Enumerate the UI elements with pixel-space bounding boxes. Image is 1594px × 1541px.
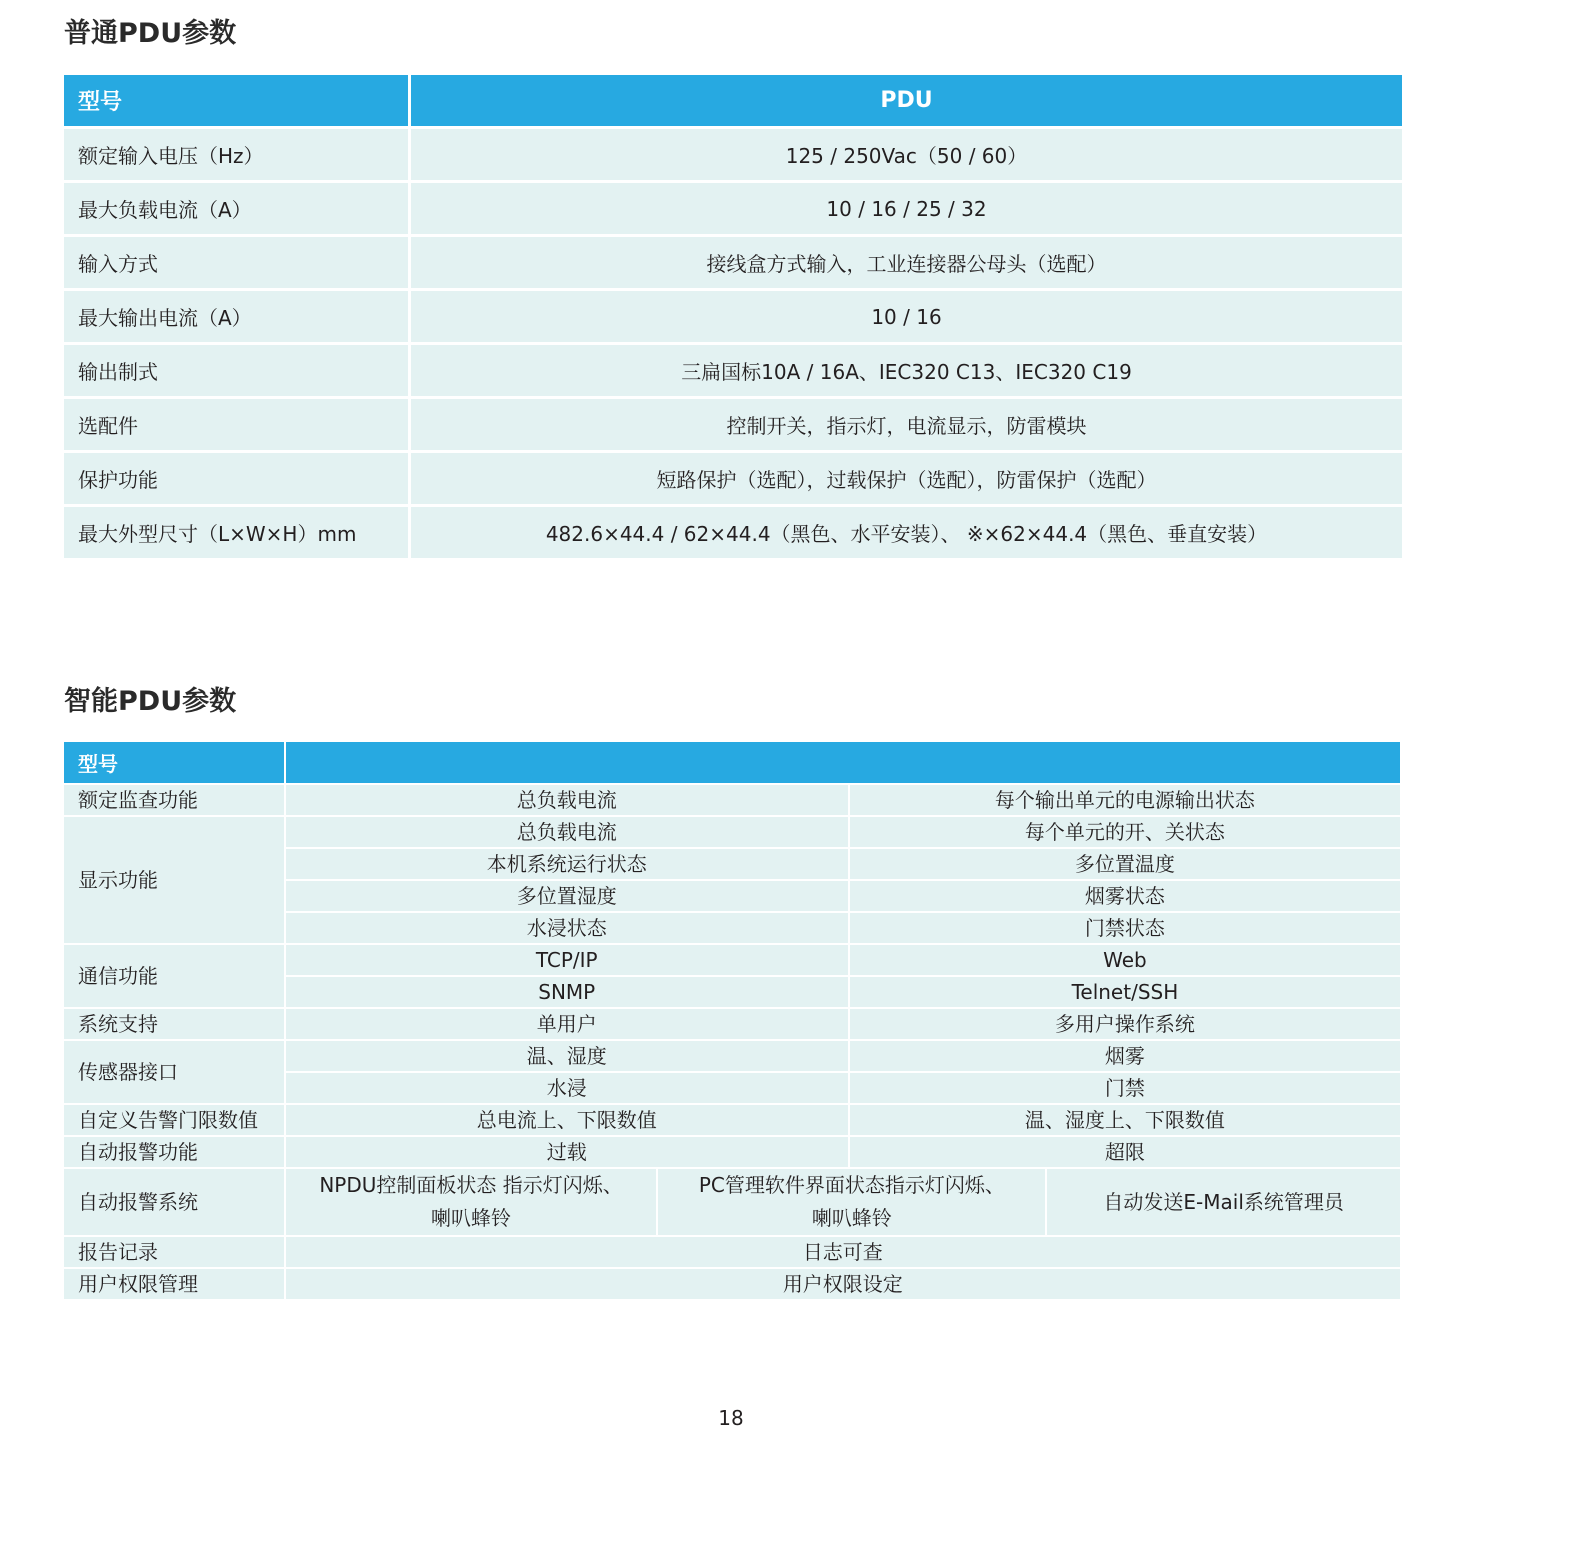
smart-pdu-spec-table	[62, 740, 1402, 1301]
row-label: 额定监查功能	[64, 785, 284, 815]
cell-value: 温、湿度	[286, 1041, 848, 1071]
cell-value: 门禁	[850, 1073, 1400, 1103]
table-row	[64, 817, 1400, 847]
row-label: 用户权限管理	[64, 1269, 284, 1299]
table-row	[64, 1105, 1400, 1135]
cell-value: 过载	[286, 1137, 848, 1167]
row-value: 10 / 16	[411, 291, 1402, 342]
row-label: 最大输出电流（A）	[64, 291, 408, 342]
cell-value: 水浸状态	[286, 913, 848, 943]
cell-value: 每个单元的开、关状态	[850, 817, 1400, 847]
row-label: 输入方式	[64, 237, 408, 288]
row-label: 报告记录	[64, 1237, 284, 1267]
table-row	[64, 237, 1402, 288]
cell-value	[286, 1169, 657, 1235]
cell-value: 温、湿度上、下限数值	[850, 1105, 1400, 1135]
table-header-row	[64, 75, 1402, 126]
header-model-label: 型号	[64, 75, 408, 126]
table-row	[64, 345, 1402, 396]
table-row	[64, 291, 1402, 342]
row-label: 自动报警功能	[64, 1137, 284, 1167]
row-value: 125 / 250Vac（50 / 60）	[411, 129, 1402, 180]
table-row	[64, 1009, 1400, 1039]
cell-value: 单用户	[286, 1009, 848, 1039]
table-row	[64, 1269, 1400, 1299]
row-label: 系统支持	[64, 1009, 284, 1039]
table-row	[64, 1137, 1400, 1167]
row-label: 额定输入电压（Hz）	[64, 129, 408, 180]
page-number: 18	[718, 1406, 744, 1430]
cell-line: 喇叭蜂铃	[431, 1206, 512, 1230]
cell-value: 多位置湿度	[286, 881, 848, 911]
cell-value: 烟雾状态	[850, 881, 1400, 911]
cell-value: SNMP	[286, 977, 848, 1007]
cell-value: 每个输出单元的电源输出状态	[850, 785, 1400, 815]
row-label: 选配件	[64, 399, 408, 450]
cell-line: NPDU控制面板状态 指示灯闪烁、	[319, 1173, 623, 1197]
cell-value: 门禁状态	[850, 913, 1400, 943]
table-row	[64, 399, 1402, 450]
table-row	[64, 183, 1402, 234]
row-value: 短路保护（选配），过载保护（选配），防雷保护（选配）	[411, 453, 1402, 504]
row-label: 自动报警系统	[64, 1169, 284, 1235]
section-title-basic-pdu: 普通PDU参数	[64, 18, 237, 49]
cell-value: 总电流上、下限数值	[286, 1105, 848, 1135]
cell-value: Telnet/SSH	[850, 977, 1400, 1007]
table-row	[64, 1169, 1400, 1235]
header-model-label: 型号	[64, 742, 284, 783]
cell-value: 超限	[850, 1137, 1400, 1167]
row-label: 传感器接口	[64, 1041, 284, 1103]
cell-line: PC管理软件界面状态指示灯闪烁、	[698, 1173, 1005, 1197]
table-row	[64, 1041, 1400, 1071]
table-row	[64, 129, 1402, 180]
table-row	[64, 453, 1402, 504]
table-row	[64, 945, 1400, 975]
table-header-row	[64, 742, 1400, 783]
cell-value: Web	[850, 945, 1400, 975]
cell-value: 总负载电流	[286, 817, 848, 847]
table-row	[64, 785, 1400, 815]
cell-value: 多用户操作系统	[850, 1009, 1400, 1039]
cell-value: 日志可查	[286, 1237, 1400, 1267]
cell-value: 总负载电流	[286, 785, 848, 815]
cell-value: 自动发送E-Mail系统管理员	[1047, 1169, 1400, 1235]
header-model-value	[286, 742, 1400, 783]
cell-value: 水浸	[286, 1073, 848, 1103]
header-model-value: PDU	[411, 75, 1402, 126]
row-label: 最大负载电流（A）	[64, 183, 408, 234]
row-label: 最大外型尺寸（L×W×H）mm	[64, 507, 408, 558]
cell-value: 多位置温度	[850, 849, 1400, 879]
row-value: 控制开关，指示灯，电流显示，防雷模块	[411, 399, 1402, 450]
cell-value: TCP/IP	[286, 945, 848, 975]
row-label: 自定义告警门限数值	[64, 1105, 284, 1135]
cell-value: 本机系统运行状态	[286, 849, 848, 879]
cell-value	[658, 1169, 1045, 1235]
row-value: 10 / 16 / 25 / 32	[411, 183, 1402, 234]
row-value: 三扁国标10A / 16A、IEC320 C13、IEC320 C19	[411, 345, 1402, 396]
row-label: 输出制式	[64, 345, 408, 396]
row-label: 显示功能	[64, 817, 284, 943]
cell-line: 喇叭蜂铃	[811, 1206, 892, 1230]
cell-value: 烟雾	[850, 1041, 1400, 1071]
row-value: 482.6×44.4 / 62×44.4（黑色、水平安装）、 ※×62×44.4（黑色、垂直安装）	[411, 507, 1402, 558]
row-label: 通信功能	[64, 945, 284, 1007]
table-row	[64, 507, 1402, 558]
section-title-smart-pdu: 智能PDU参数	[64, 686, 237, 717]
basic-pdu-spec-table	[61, 72, 1405, 561]
row-value: 接线盒方式输入，工业连接器公母头（选配）	[411, 237, 1402, 288]
cell-value: 用户权限设定	[286, 1269, 1400, 1299]
table-row	[64, 1237, 1400, 1267]
row-label: 保护功能	[64, 453, 408, 504]
